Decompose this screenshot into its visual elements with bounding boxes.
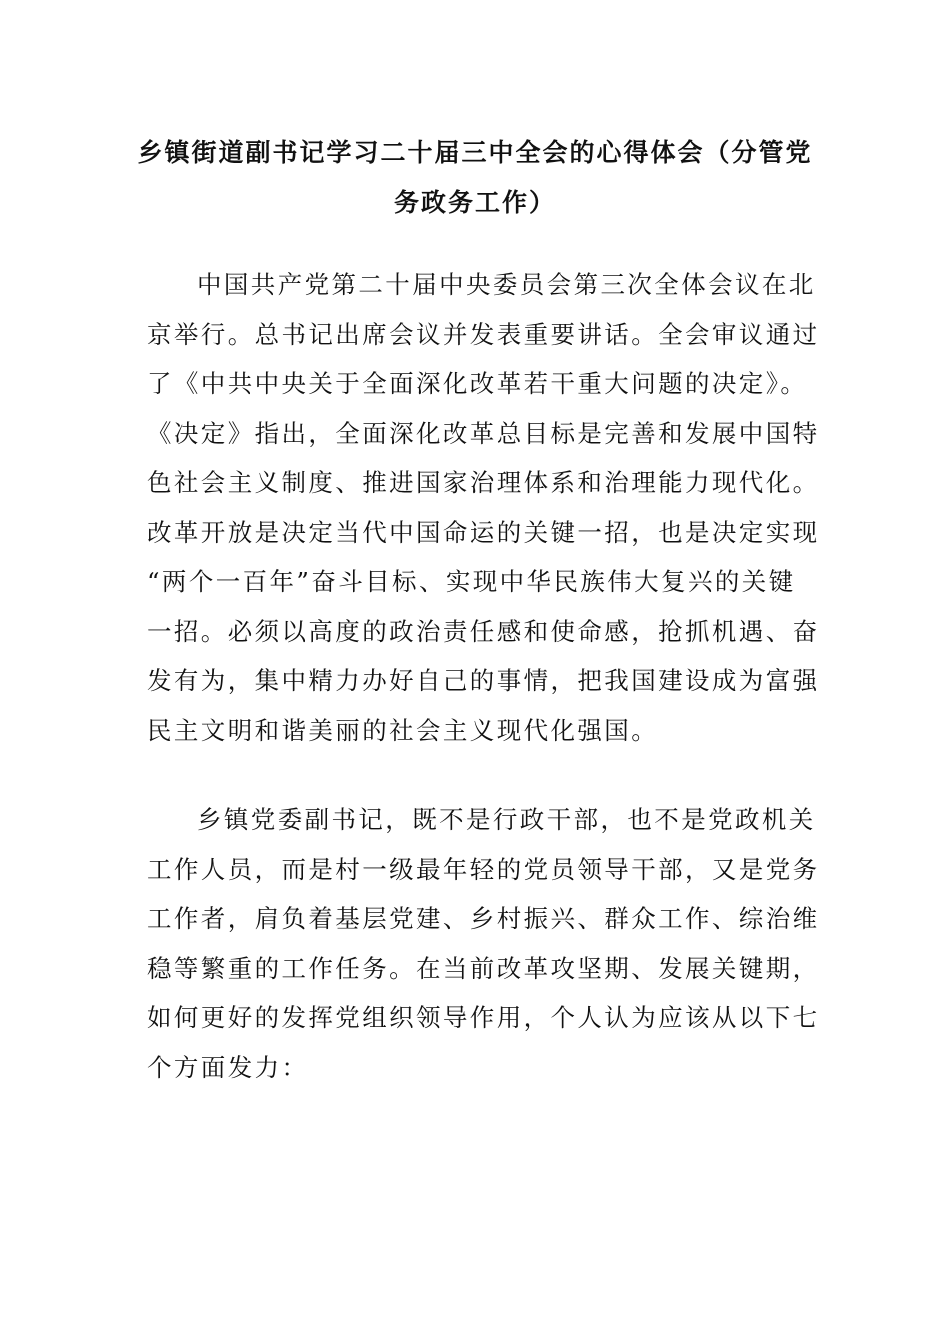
paragraph-line: “两个一百年”奋斗目标、实现中华民族伟大复兴的关键	[147, 567, 796, 596]
title-line: 务政务工作）	[393, 188, 556, 217]
title-line: 乡镇街道副书记学习二十届三中全会的心得体会（分管党	[137, 138, 813, 167]
paragraph-line: 个方面发力：	[147, 1052, 309, 1082]
paragraph-line: 发有为，集中精力办好自己的事情，把我国建设成为富强	[147, 666, 820, 695]
paragraph-line: 改革开放是决定当代中国命运的关键一招，也是决定实现	[147, 517, 820, 547]
paragraph-line: 色社会主义制度、推进国家治理体系和治理能力现代化。	[147, 468, 820, 497]
paragraph-line: 中国共产党第二十届中央委员会第三次全体会议在北	[197, 270, 816, 299]
paragraph-line: 工作者，肩负着基层党建、乡村振兴、群众工作、综治维	[147, 904, 820, 933]
paragraph-line: 《决定》指出，全面深化改革总目标是完善和发展中国特	[147, 418, 820, 448]
document-title	[120, 128, 830, 228]
paragraph-line: 稳等繁重的工作任务。在当前改革攻坚期、发展关键期，	[147, 953, 820, 983]
paragraph-intro	[147, 260, 820, 755]
paragraph-line: 一招。必须以高度的政治责任感和使命感，抢抓机遇、奋	[147, 616, 820, 646]
paragraph-line: 了《中共中央关于全面深化改革若干重大问题的决定》。	[147, 369, 808, 398]
paragraph-line: 民主文明和谐美丽的社会主义现代化强国。	[147, 715, 659, 745]
paragraph-line: 如何更好的发挥党组织领导作用，个人认为应该从以下七	[147, 1003, 820, 1032]
paragraph-line: 乡镇党委副书记，既不是行政干部，也不是党政机关	[197, 805, 816, 834]
paragraph-role	[147, 795, 820, 1092]
paragraph-line: 京举行。总书记出席会议并发表重要讲话。全会审议通过	[147, 319, 820, 349]
paragraph-line: 工作人员，而是村一级最年轻的党员领导干部，又是党务	[147, 854, 820, 884]
